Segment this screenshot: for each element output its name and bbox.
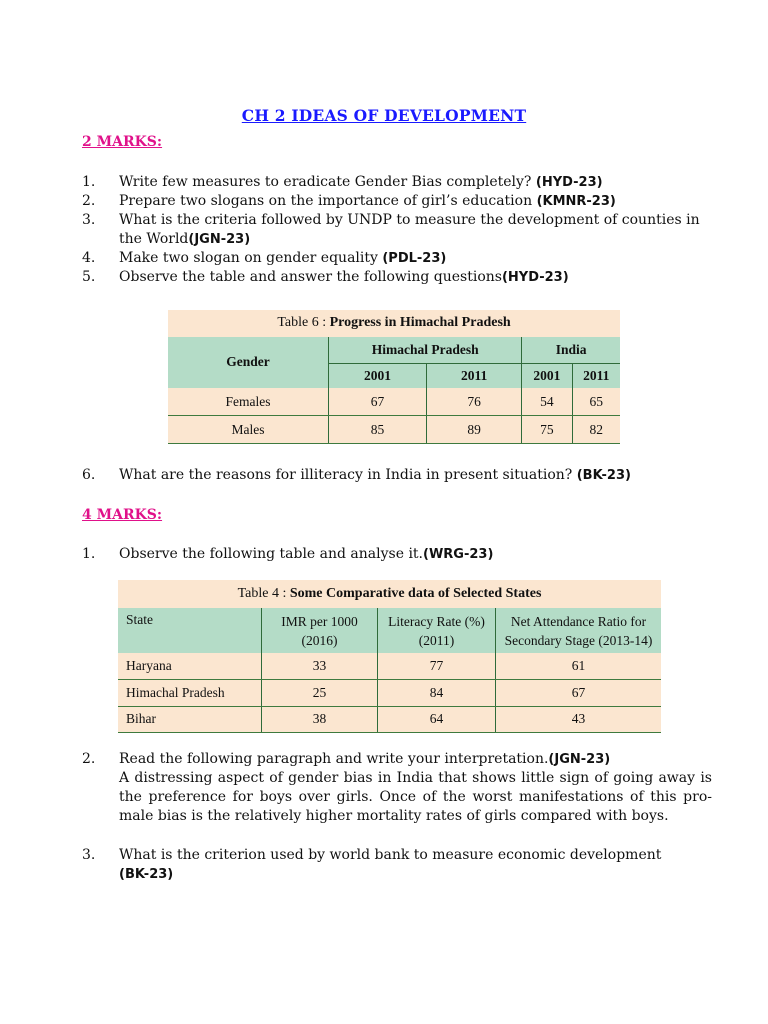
table-row [118,653,661,680]
question-number: 3. [82,212,96,228]
cell-value: 61 [496,653,662,680]
header-literacy: Literacy Rate (%) (2011) [378,608,496,652]
question-number: 1. [82,546,96,562]
header-attendance: Net Attendance Ratio for Secondary Stage (2013-14) [504,614,653,649]
cell-value: 85 [329,416,427,444]
question-text: What are the reasons for illiteracy in India in present situation? [119,467,577,483]
row-label: Females [168,388,329,416]
table-row [118,680,661,706]
table-row [168,416,620,444]
cell-value: 75 [522,416,572,444]
question-code: (JGN-23) [188,232,251,247]
question-number: 3. [82,847,96,863]
question-2m-3 [82,211,712,249]
question-text: Read the following paragraph and write your interpretation. [119,751,549,767]
cell-value: 64 [378,706,496,732]
cell-value: 43 [496,706,662,732]
question-4m-3 [82,846,712,884]
header-year: 2011 [426,363,521,388]
question-text: Make two slogan on gender equality [119,250,383,266]
cell-value: 67 [329,388,427,416]
header-gender: Gender [168,337,329,388]
section-heading-4-marks: 4 MARKS: [82,507,163,523]
question-code: (HYD-23) [535,175,603,190]
question-number: 1. [82,174,96,190]
row-label: Bihar [118,706,262,732]
question-4m-1 [82,545,712,564]
header-year: 2001 [329,363,427,388]
question-number: 4. [82,250,96,266]
cell-value: 65 [572,388,620,416]
table-comparative-states [118,580,661,733]
question-number: 2. [82,193,96,209]
cell-value: 84 [378,680,496,706]
question-2m-2 [82,192,712,211]
question-code: (PDL-23) [382,251,447,266]
table-row [118,706,661,732]
question-text: Observe the following table and analyse it. [119,546,424,562]
table-progress-himachal [168,310,620,444]
section-heading-2-marks: 2 MARKS: [82,134,163,150]
question-code: (JGN-23) [548,752,611,767]
header-india: India [522,337,620,364]
cell-value: 89 [426,416,521,444]
question-2m-1 [82,173,712,192]
question-number: 6. [82,467,96,483]
row-label: Males [168,416,329,444]
header-year: 2011 [583,367,610,383]
cell-value: 25 [262,680,378,706]
table-caption: Table 4 : Some Comparative data of Selected States [237,586,542,602]
question-text: Observe the table and answer the following questions [119,269,502,285]
cell-value: 38 [262,706,378,732]
table-row [168,388,620,416]
question-number: 5. [82,269,96,285]
question-2m-6 [82,466,712,485]
question-text: Write few measures to eradicate Gender Bias completely? [119,174,536,190]
question-code: (HYD-23) [501,270,569,285]
header-imr: IMR per 1000 (2016) [262,608,378,652]
question-text: Prepare two slogans on the importance of girl’s education [119,193,537,209]
question-2m-4 [82,249,712,268]
question-code: (WRG-23) [423,547,494,562]
cell-value: 82 [572,416,620,444]
header-state: State [118,608,262,652]
cell-value: 77 [378,653,496,680]
cell-value: 67 [496,680,662,706]
question-code: (BK-23) [119,867,174,882]
question-code: (BK-23) [576,468,631,483]
header-year: 2001 [522,363,572,388]
cell-value: 76 [426,388,521,416]
header-himachal: Himachal Pradesh [329,337,522,364]
cell-value: 54 [522,388,572,416]
page-title: CH 2 IDEAS OF DEVELOPMENT [241,106,527,125]
question-text: What is the criteria followed by UNDP to measure the development of counties in the World [119,212,700,247]
question-number: 2. [82,751,96,767]
question-code: (KMNR-23) [536,194,616,209]
question-2m-5 [82,268,712,287]
row-label: Himachal Pradesh [118,680,262,706]
question-paragraph: A distressing aspect of gender bias in India that shows little sign of going away is the preference for boys over girls. Once of the worst manifestations of this pro-male bias is the relatively higher mortality rates of girls compared with boys. [119,770,712,824]
cell-value: 33 [262,653,378,680]
question-text: What is the criterion used by world bank to measure economic development [119,847,662,863]
row-label: Haryana [118,653,262,680]
table-caption: Table 6 : Progress in Himachal Pradesh [277,315,511,331]
question-4m-2 [82,750,712,826]
